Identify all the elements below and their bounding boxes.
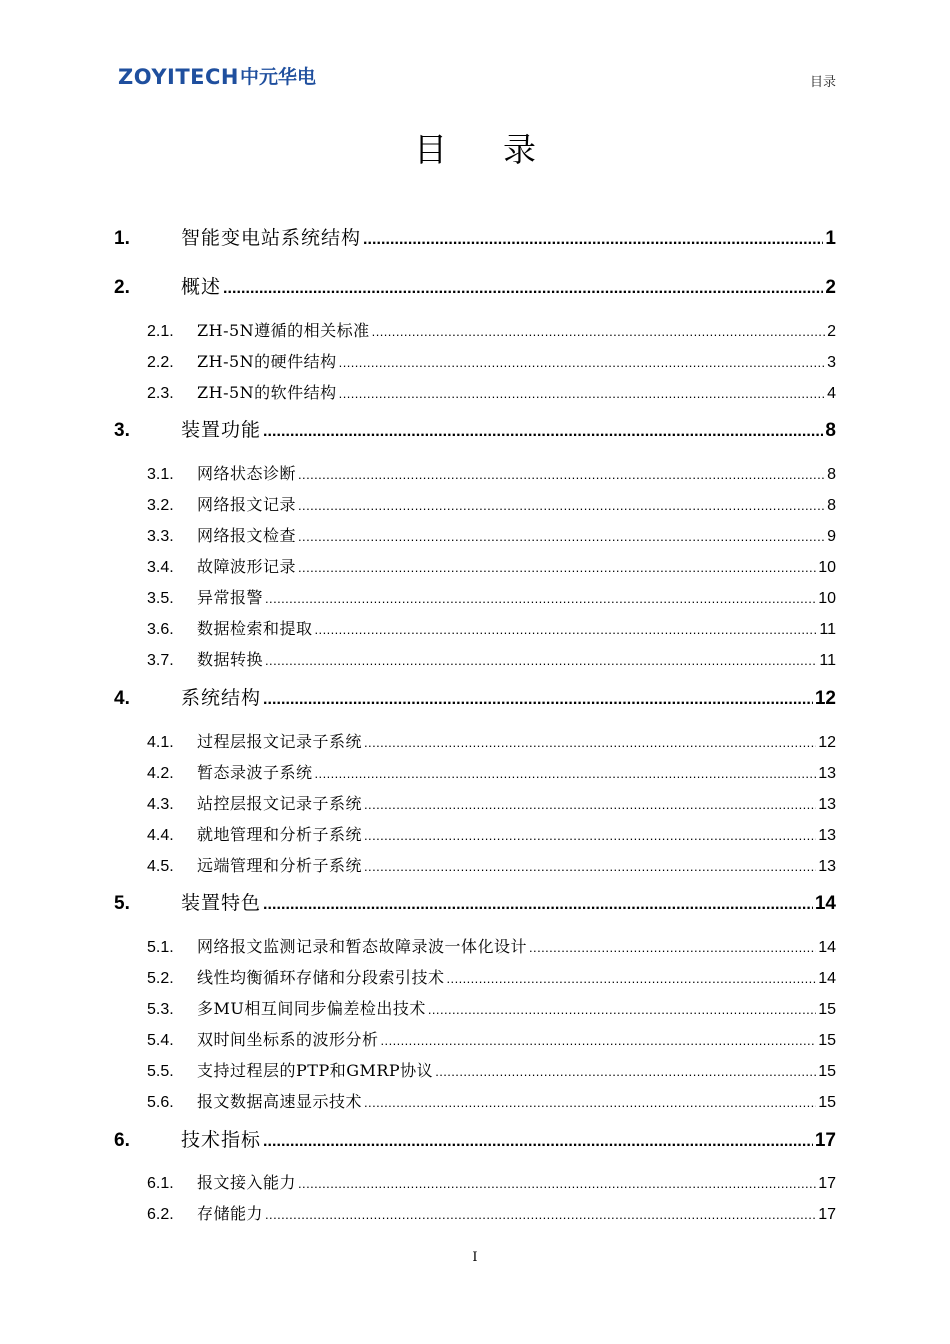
toc-entry[interactable]: [114, 1058, 836, 1082]
toc-entry-page: 10: [818, 559, 836, 576]
toc-entry-number: 5.4.: [147, 1032, 174, 1049]
toc-entry-title: 就地管理和分析子系统: [197, 825, 363, 844]
toc-entry-page: 9: [827, 528, 836, 545]
toc-entry-page: 3: [827, 354, 836, 371]
toc-entry-number: 5.2.: [147, 970, 174, 987]
toc-entry-page: 13: [818, 796, 836, 813]
toc-entry[interactable]: [114, 996, 836, 1020]
toc-entry-number: 4.5.: [147, 858, 174, 875]
toc-entry-page: 12: [814, 688, 836, 709]
header-section-label: 目录: [809, 75, 836, 90]
toc-entry-page: 8: [825, 420, 836, 441]
toc-entry[interactable]: [114, 523, 836, 547]
toc-entry-title: 网络报文检查: [197, 526, 297, 545]
toc-entry[interactable]: [114, 647, 836, 671]
toc-entry-title: ZH-5N的软件结构: [197, 383, 337, 402]
toc-entry-title: ZH-5N的硬件结构: [197, 352, 337, 371]
title-char-2: 录: [503, 130, 536, 169]
toc-entry-page: 10: [818, 590, 836, 607]
toc-entry[interactable]: [114, 683, 836, 711]
toc-dot-leader: [428, 1002, 816, 1017]
toc-entry-title: 概述: [181, 276, 222, 298]
toc-entry-title: 报文数据高速显示技术: [197, 1092, 363, 1111]
toc-entry-page: 15: [818, 1063, 836, 1080]
toc-dot-leader: [298, 1176, 816, 1191]
toc-dot-leader: [265, 1207, 816, 1222]
toc-entry-number: 3.1.: [147, 466, 174, 483]
toc-entry-page: 1: [825, 228, 836, 249]
toc-entry-page: 2: [827, 323, 836, 340]
toc-entry-title: 系统结构: [181, 687, 262, 709]
page-title: [0, 128, 950, 172]
toc-dot-leader: [447, 971, 817, 986]
toc-entry[interactable]: [114, 760, 836, 784]
toc-entry-title: 暂态录波子系统: [197, 763, 313, 782]
toc-entry[interactable]: [114, 888, 836, 916]
toc-entry-number: 4.2.: [147, 765, 174, 782]
toc-entry-number: 5.: [114, 893, 130, 914]
logo-text-cn: 中元华电: [240, 66, 317, 88]
toc-entry[interactable]: [114, 853, 836, 877]
toc-entry-page: 4: [827, 385, 836, 402]
toc-entry-page: 8: [827, 497, 836, 514]
toc-entry-title: 网络状态诊断: [197, 464, 297, 483]
toc-entry[interactable]: [114, 461, 836, 485]
toc-entry-title: 网络报文监测记录和暂态故障录波一体化设计: [197, 937, 528, 956]
toc-entry-title: 报文接入能力: [197, 1173, 297, 1192]
toc-entry-page: 14: [814, 893, 836, 914]
toc-entry[interactable]: [114, 1201, 836, 1225]
toc-entry[interactable]: [114, 965, 836, 989]
toc-entry-page: 13: [818, 765, 836, 782]
toc-entry-number: 1.: [114, 228, 130, 249]
toc-entry-title: 技术指标: [181, 1129, 262, 1151]
logo-text-en: ZOYITECH: [118, 65, 240, 89]
toc-entry-number: 2.2.: [147, 354, 174, 371]
toc-dot-leader: [364, 735, 816, 750]
toc-dot-leader: [339, 355, 825, 370]
toc-dot-leader: [381, 1033, 817, 1048]
toc-entry-number: 5.6.: [147, 1094, 174, 1111]
toc-entry-number: 3.: [114, 420, 130, 441]
toc-entry[interactable]: [114, 1170, 836, 1194]
toc-entry-title: 装置功能: [181, 419, 262, 441]
title-char-1: 目: [414, 130, 447, 169]
toc-dot-leader: [298, 560, 816, 575]
toc-entry-title: 装置特色: [181, 892, 262, 914]
toc-entry-title: ZH-5N遵循的相关标准: [197, 321, 370, 340]
toc-entry-title: 网络报文记录: [197, 495, 297, 514]
toc-entry-title: 站控层报文记录子系统: [197, 794, 363, 813]
toc-entry[interactable]: [114, 585, 836, 609]
company-logo: [118, 64, 316, 90]
toc-entry[interactable]: [114, 380, 836, 404]
toc-dot-leader: [223, 280, 823, 298]
toc-dot-leader: [363, 231, 823, 249]
toc-entry-title: 数据检索和提取: [197, 619, 313, 638]
toc-entry-number: 3.7.: [147, 652, 174, 669]
toc-entry-number: 6.1.: [147, 1175, 174, 1192]
toc-entry-title: 支持过程层的PTP和GMRP协议: [197, 1061, 434, 1080]
toc-dot-leader: [263, 423, 823, 441]
toc-entry-number: 4.4.: [147, 827, 174, 844]
toc-dot-leader: [339, 386, 825, 401]
toc-dot-leader: [529, 940, 816, 955]
toc-dot-leader: [435, 1064, 816, 1079]
toc-dot-leader: [372, 324, 825, 339]
toc-entry-page: 8: [827, 466, 836, 483]
toc-entry[interactable]: [114, 1089, 836, 1113]
toc-dot-leader: [263, 896, 813, 914]
toc-dot-leader: [364, 828, 816, 843]
toc-entry-title: 多MU相互间同步偏差检出技术: [197, 999, 426, 1018]
toc-entry[interactable]: [114, 415, 836, 443]
toc-entry-title: 线性均衡循环存储和分段索引技术: [197, 968, 445, 987]
toc-dot-leader: [265, 591, 816, 606]
toc-entry-title: 存储能力: [197, 1204, 264, 1223]
toc-entry-number: 3.5.: [147, 590, 174, 607]
toc-entry-number: 4.: [114, 688, 130, 709]
toc-entry-page: 11: [819, 652, 836, 669]
toc-entry-page: 17: [818, 1175, 836, 1192]
toc-entry-page: 14: [818, 970, 836, 987]
toc-entry[interactable]: [114, 1027, 836, 1051]
toc-entry-number: 2.3.: [147, 385, 174, 402]
toc-dot-leader: [364, 797, 816, 812]
toc-entry[interactable]: [114, 349, 836, 373]
toc-dot-leader: [298, 498, 825, 513]
toc-entry-number: 3.4.: [147, 559, 174, 576]
toc-entry-number: 3.6.: [147, 621, 174, 638]
toc-entry[interactable]: [114, 729, 836, 753]
toc-dot-leader: [364, 1095, 816, 1110]
toc-entry-title: 故障波形记录: [197, 557, 297, 576]
toc-entry-page: 11: [819, 621, 836, 638]
toc-entry-title: 异常报警: [197, 588, 264, 607]
toc-entry-number: 4.3.: [147, 796, 174, 813]
toc-entry[interactable]: [114, 616, 836, 640]
toc-entry-page: 13: [818, 827, 836, 844]
toc-entry-number: 5.1.: [147, 939, 174, 956]
toc-entry[interactable]: [114, 318, 836, 342]
toc-entry[interactable]: [114, 554, 836, 578]
toc-entry[interactable]: [114, 223, 836, 251]
toc-entry-number: 2.: [114, 277, 130, 298]
toc-entry-page: 14: [818, 939, 836, 956]
toc-dot-leader: [298, 467, 825, 482]
toc-entry-page: 17: [814, 1130, 836, 1151]
toc-entry-title: 远端管理和分析子系统: [197, 856, 363, 875]
page-header: [0, 0, 950, 110]
toc-dot-leader: [315, 622, 818, 637]
toc-entry-title: 双时间坐标系的波形分析: [197, 1030, 379, 1049]
toc-entry-title: 数据转换: [197, 650, 264, 669]
toc-entry[interactable]: [114, 822, 836, 846]
toc-dot-leader: [364, 859, 816, 874]
toc-entry-number: 4.1.: [147, 734, 174, 751]
toc-entry-title: 智能变电站系统结构: [181, 227, 362, 249]
toc-entry-number: 5.5.: [147, 1063, 174, 1080]
toc-entry[interactable]: [114, 272, 836, 300]
toc-dot-leader: [263, 691, 813, 709]
toc-entry-page: 12: [818, 734, 836, 751]
toc-entry[interactable]: [114, 791, 836, 815]
toc-entry-number: 6.2.: [147, 1206, 174, 1223]
toc-entry-page: 17: [818, 1206, 836, 1223]
toc-entry[interactable]: [114, 1125, 836, 1153]
toc-entry-number: 3.3.: [147, 528, 174, 545]
toc-entry-page: 15: [818, 1001, 836, 1018]
toc-entry[interactable]: [114, 492, 836, 516]
toc-dot-leader: [263, 1133, 813, 1151]
page-number: I: [472, 1250, 478, 1265]
toc-dot-leader: [298, 529, 825, 544]
toc-entry-title: 过程层报文记录子系统: [197, 732, 363, 751]
toc-entry-page: 13: [818, 858, 836, 875]
toc-entry-number: 3.2.: [147, 497, 174, 514]
toc-dot-leader: [315, 766, 817, 781]
toc-entry-number: 6.: [114, 1130, 130, 1151]
toc-entry[interactable]: [114, 934, 836, 958]
toc-entry-number: 5.3.: [147, 1001, 174, 1018]
toc-entry-page: 15: [818, 1094, 836, 1111]
toc-dot-leader: [265, 653, 817, 668]
toc-entry-page: 2: [825, 277, 836, 298]
toc-entry-page: 15: [818, 1032, 836, 1049]
toc-entry-number: 2.1.: [147, 323, 174, 340]
